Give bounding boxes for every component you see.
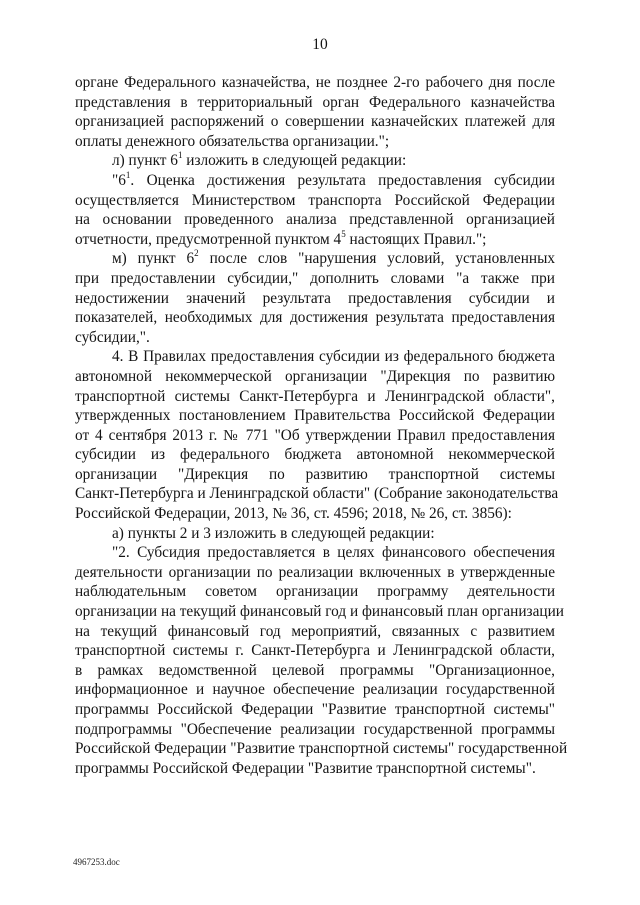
paragraph [75,171,555,249]
text-line: транспортной системы Санкт-Петербурга и Ленинградской области", [75,387,555,405]
text-line: а) пункты 2 и 3 изложить в следующей редакции: [112,524,435,542]
text-line: Российской Федерации "Развитие транспортной системы" государственной [75,740,568,758]
text-line: "$6^1$. Оценка достижения результата предоставления субсидии [112,169,555,189]
text-line: организацией распоряжений о совершении казначейских платежей для [75,113,555,131]
paragraph [75,543,568,778]
text-line: утвержденных постановлением Правительства Российской Федерации [75,407,555,425]
page-number: 10 [312,36,328,53]
text-line: программы Российской Федерации "Развитие транспортной системы". [75,759,536,777]
text-line: субсидии из федерального бюджета автономной некоммерческой [75,446,555,464]
text-line: отчетности, предусмотренной пунктом $4^5$ настоящих Правил."; [75,228,487,248]
text-line: информационное и научное обеспечение реализации государственной [75,681,555,699]
text-line: от 4 сентября 2013 г. № 771 "Об утверждении Правил предоставления [75,426,555,444]
text-line: органе Федерального казначейства, не позднее 2-го рабочего дня после [75,74,555,91]
paragraph [75,151,555,171]
text-line: Российской Федерации, 2013, № 36, ст. 4596; 2018, № 26, ст. 3856): [75,505,512,523]
text-line: в рамках ведомственной целевой программы "Организационное, [75,661,555,679]
text-line: л) пункт $6^1$ изложить в следующей редакции: [112,150,407,170]
paragraph [75,73,555,151]
text-line: организации "Дирекция по развитию транспортной системы [75,465,555,483]
text-line: Санкт-Петербурга и Ленинградской области" (Собрание законодательства [75,485,559,503]
text-line: 4. В Правилах предоставления субсидии из федерального бюджета [112,348,555,366]
paragraph [75,524,555,544]
text-line: "2. Субсидия предоставляется в целях финансового обеспечения [112,544,555,562]
text-line: деятельности организации по реализации включенных в утвержденные [75,563,555,581]
text-line: на основании проведенного анализа представленной организацией [75,211,555,229]
text-line: субсидии,". [75,328,150,346]
paragraph [75,347,559,523]
text-line: наблюдательным советом организации программу деятельности [75,583,555,601]
text-line: осуществляется Министерством транспорта Российской Федерации [75,191,555,209]
text-line: при предоставлении субсидии," дополнить словами "а также при [75,269,555,287]
text-line: программы Российской Федерации "Развитие транспортной системы" [75,701,555,718]
text-line: автономной некоммерческой организации "Дирекция по развитию [75,367,555,385]
text-line: м) пункт $6^2$ после слов "нарушения условий, установленных [112,248,556,268]
text-line: оплаты денежного обязательства организации."; [75,132,390,150]
text-line: представления в территориальный орган Федерального казначейства [75,93,555,111]
text-line: организации на текущий финансовый год и финансовый план организации [75,603,564,621]
paragraph [75,249,555,347]
text-line: недостижении значений результата предоставления субсидии и [75,289,555,307]
document-file-code: 4967253.doc [73,857,120,867]
text-line: подпрограммы "Обеспечение реализации государственной программы [75,720,555,738]
text-line: показателей, необходимых для достижения результата предоставления [75,309,555,327]
text-line: транспортной системы г. Санкт-Петербурга и Ленинградской области, [75,642,555,660]
document-body [75,73,568,778]
text-line: на текущий финансовый год мероприятий, связанных с развитием [75,622,555,640]
